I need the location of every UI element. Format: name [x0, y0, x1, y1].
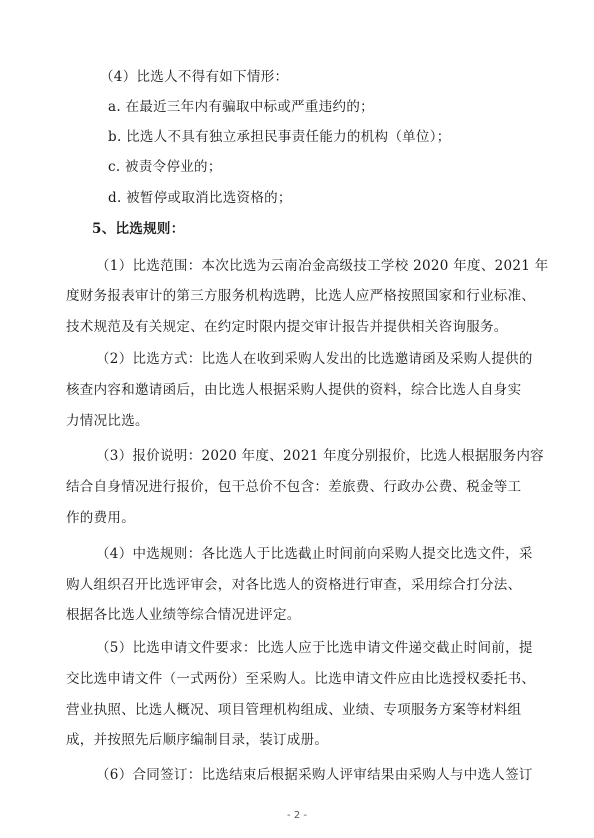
p1-line-1: （1）比选范围：本次比选为云南冶金高级技工学校 2020 年度、2021 年 — [96, 258, 549, 274]
p5-line-3: 营业执照、比选人概况、项目管理机构组成、业绩、专项服务方案等材料组 — [66, 702, 522, 718]
page-number: - 2 - — [287, 810, 307, 821]
item4-heading: （4）比选人不得有如下情形： — [100, 69, 289, 85]
item4-b: b. 比选人不具有独立承担民事责任能力的机构（单位）； — [108, 129, 451, 145]
p2-line-1: （2）比选方式：比选人在收到采购人发出的比选邀请函及采购人提供的 — [96, 351, 533, 367]
p1-line-2: 度财务报表审计的第三方服务机构选聘，比选人应严格按照国家和行业标准、 — [66, 288, 536, 304]
p2-line-3: 力情况比选。 — [66, 413, 149, 429]
p5-line-1: （5）比选申请文件要求：比选人应于比选申请文件递交截止时间前，提 — [96, 640, 533, 656]
item4-a: a. 在最近三年内有骗取中标或严重违约的； — [108, 99, 374, 115]
p2-line-2: 核查内容和邀请函后，由比选人根据采购人提供的资料，综合比选人自身实 — [66, 382, 522, 398]
p3-line-1: （3）报价说明：2020 年度、2021 年度分别报价，比选人根据服务内容 — [96, 448, 544, 464]
p6-line-1: （6）合同签订：比选结束后根据采购人评审结果由采购人与中选人签订 — [96, 767, 533, 783]
p5-line-2: 交比选申请文件（一式两份）至采购人。比选申请文件应由比选授权委托书、 — [66, 671, 536, 687]
p4-line-1: （4）中选规则：各比选人于比选截止时间前向采购人提交比选文件，采 — [96, 546, 533, 562]
p4-line-3: 根据各比选人业绩等综合情况进评定。 — [66, 607, 301, 623]
p3-line-2: 结合自身情况进行报价，包干总价不包含：差旅费、行政办公费、税金等工 — [66, 479, 522, 495]
p4-line-2: 购人组织召开比选评审会，对各比选人的资格进行审查，采用综合打分法、 — [66, 577, 522, 593]
section5-heading: 5、比选规则： — [92, 221, 185, 237]
p3-line-3: 作的费用。 — [66, 510, 135, 526]
item4-d: d. 被暂停或取消比选资格的； — [108, 190, 292, 206]
p5-line-4: 成，并按照先后顺序编制目录，装订成册。 — [66, 732, 329, 748]
p1-line-3: 技术规范及有关规定、在约定时限内提交审计报告并提供相关咨询服务。 — [66, 319, 508, 335]
item4-c: c. 被责令停业的； — [108, 159, 222, 175]
